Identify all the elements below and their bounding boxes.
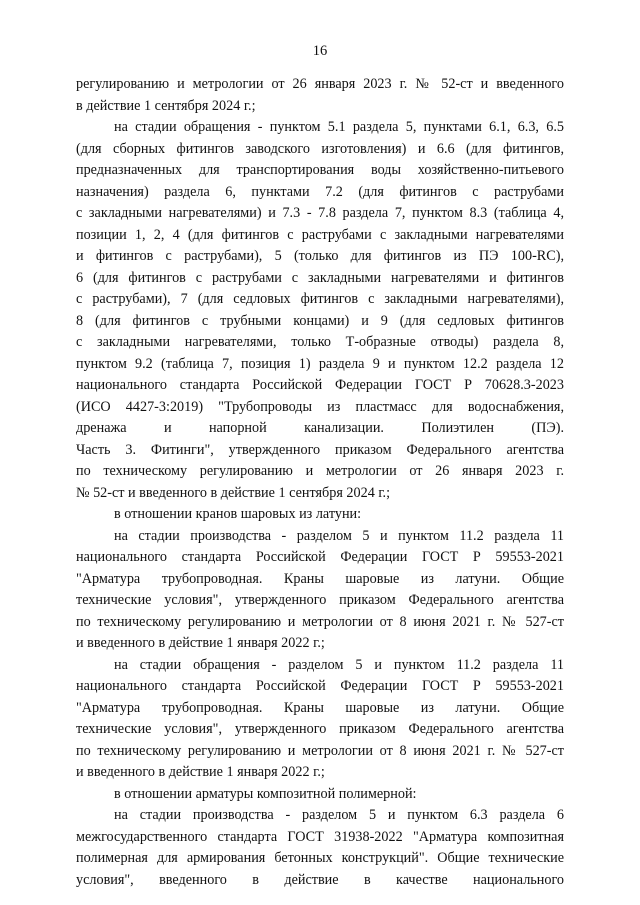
text-line: условия", введенного в действие в качестве национального (76, 871, 564, 888)
text-line: национального стандарта Российской Федерации ГОСТ Р 70628.3-2023 (76, 377, 564, 393)
text-line: назначения) раздела 6, пунктами 7.2 (для фитингов с раструбами (76, 183, 564, 200)
text-line: технические условия", утвержденного приказом Федерального агентства (76, 592, 564, 608)
text-line: по техническому регулированию и метрологии от 26 января 2023 г. (76, 463, 564, 479)
text-line: полимерная для армирования бетонных конструкций". Общие технические (76, 850, 564, 866)
text-line: на стадии обращения - пунктом 5.1 раздела 5, пунктами 6.1, 6.3, 6.5 (114, 119, 564, 135)
text-line: по техническому регулированию и метрологии от 8 июня 2021 г. № 527-ст (76, 742, 564, 759)
text-line: межгосударственного стандарта ГОСТ 31938-2022 "Арматура композитная (76, 828, 564, 845)
text-line: по техническому регулированию и метрологии от 8 июня 2021 г. № 527-ст (76, 613, 564, 630)
text-line: "Арматура трубопроводная. Краны шаровые из латуни. Общие (76, 570, 564, 587)
text-line: национального стандарта Российской Федерации ГОСТ Р 59553-2021 (76, 678, 564, 694)
text-line: и введенного в действие 1 января 2022 г.; (76, 764, 325, 780)
text-line: национального стандарта Российской Федерации ГОСТ Р 59553-2021 (76, 549, 564, 565)
text-line: пунктом 9.2 (таблица 7, позиция 1) раздела 9 и пунктом 12.2 раздела 12 (76, 355, 564, 372)
text-line: с закладными нагревателями, только Т-образные отводы) раздела 8, (76, 334, 564, 350)
text-line: 8 (для фитингов с трубными концами) и 9 (для седловых фитингов (76, 312, 564, 329)
text-line: с закладными нагревателями) и 7.3 - 7.8 раздела 7, пунктом 8.3 (таблица 4, (76, 205, 564, 221)
text-line: дренажа и напорной канализации. Полиэтилен (ПЭ). (76, 420, 564, 436)
document-body (76, 74, 564, 891)
text-line: и введенного в действие 1 января 2022 г.; (76, 635, 325, 651)
text-line: (ИСО 4427-3:2019) "Трубопроводы из пластмасс для водоснабжения, (76, 398, 564, 415)
text-line: на стадии производства - разделом 5 и пунктом 11.2 раздела 11 (114, 527, 564, 544)
text-line: с раструбами), 7 (для седловых фитингов с закладными нагревателями), (76, 291, 564, 307)
text-line: регулированию и метрологии от 26 января 2023 г. № 52-ст и введенного (76, 76, 564, 92)
text-line: (для сборных фитингов заводского изготовления) и 6.6 (для фитингов, (76, 140, 564, 157)
text-line: технические условия", утвержденного приказом Федерального агентства (76, 721, 564, 737)
text-line: в действие 1 сентября 2024 г.; (76, 97, 256, 114)
text-line: на стадии обращения - разделом 5 и пунктом 11.2 раздела 11 (114, 656, 564, 673)
text-line: позиции 1, 2, 4 (для фитингов с раструбами с закладными нагревателями (76, 226, 564, 243)
text-line: в отношении кранов шаровых из латуни: (114, 506, 362, 522)
text-line: № 52-ст и введенного в действие 1 сентября 2024 г.; (76, 484, 391, 501)
text-line: предназначенных для транспортирования воды хозяйственно-питьевого (76, 162, 564, 178)
text-line: и фитингов с раструбами), 5 (только для фитингов из ПЭ 100-RC), (76, 248, 564, 264)
text-line: "Арматура трубопроводная. Краны шаровые из латуни. Общие (76, 699, 564, 716)
text-line: на стадии производства - разделом 5 и пунктом 6.3 раздела 6 (114, 807, 564, 823)
page-number: 16 (312, 43, 328, 59)
text-line: Часть 3. Фитинги", утвержденного приказом Федерального агентства (76, 441, 564, 458)
text-line: в отношении арматуры композитной полимерной: (114, 785, 417, 802)
text-line: 6 (для фитингов с раструбами с закладными нагревателями и фитингов (76, 269, 564, 286)
